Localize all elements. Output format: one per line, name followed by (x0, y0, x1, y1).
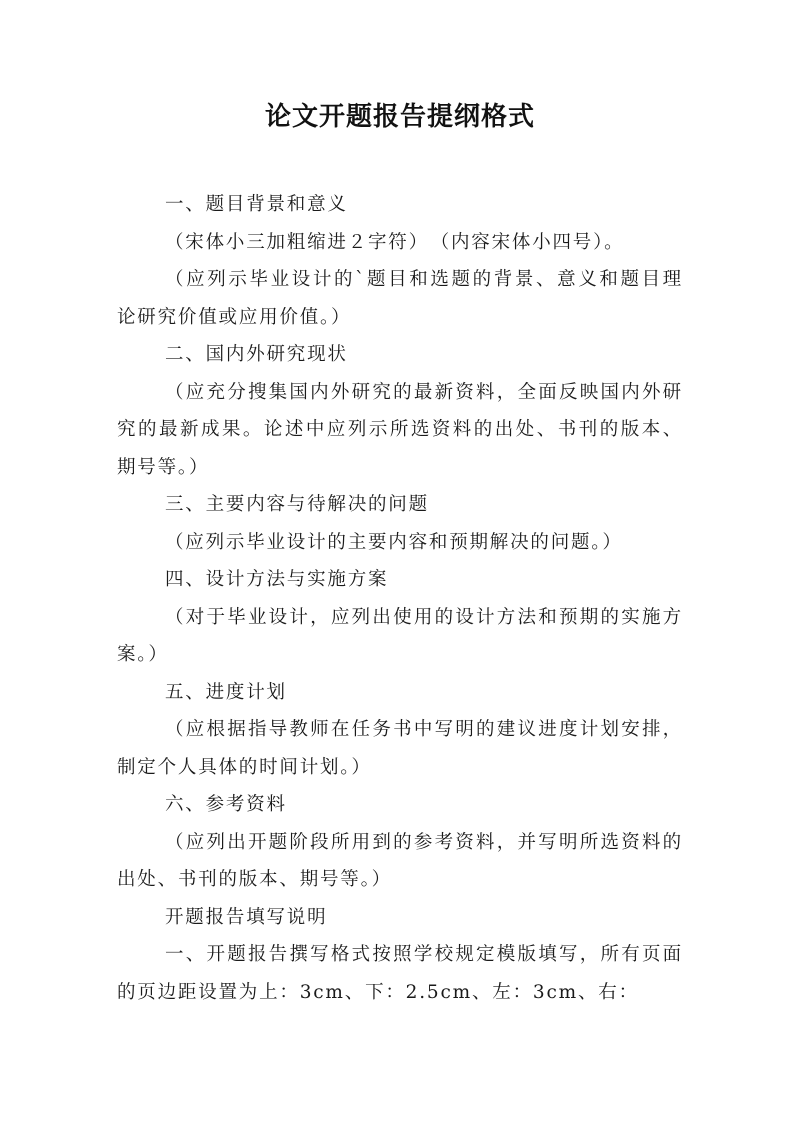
paragraph-instructions-item-1: 一、开题报告撰写格式按照学校规定模版填写，所有页面的页边距设置为上：3cm、下：2.5cm、左：3cm、右： (117, 944, 683, 1003)
section-heading-instructions: 开题报告填写说明 (165, 906, 328, 928)
paragraph-background-description: （应列示毕业设计的`题目和选题的背景、意义和题目理论研究价值或应用价值。） (117, 269, 683, 328)
section-heading-design-method: 四、设计方法与实施方案 (165, 569, 389, 590)
paragraph-references-description: （应列出开题阶段所用到的参考资料，并写明所选资料的出处、书刊的版本、期号等。） (117, 831, 683, 890)
section-heading-references: 六、参考资料 (165, 794, 287, 815)
paragraph-schedule-description: （应根据指导教师在任务书中写明的建议进度计划安排，制定个人具体的时间计划。） (117, 719, 683, 778)
document-title: 论文开题报告提纲格式 (264, 102, 535, 132)
paragraph-design-method-description: （对于毕业设计，应列出使用的设计方法和预期的实施方案。） (117, 606, 683, 665)
format-note: （宋体小三加粗缩进２字符） （内容宋体小四号）。 (165, 231, 625, 253)
paragraph-main-content-description: （应列示毕业设计的主要内容和预期解决的问题。） (165, 531, 623, 553)
section-heading-schedule: 五、进度计划 (165, 681, 287, 703)
document-body (117, 186, 683, 1011)
paragraph-research-status-description: （应充分搜集国内外研究的最新资料，全面反映国内外研究的最新成果。论述中应列示所选资料的出处、书刊的版本、期号等。） (117, 381, 683, 478)
section-heading-background: 一、题目背景和意义 (165, 194, 348, 215)
section-heading-research-status: 二、国内外研究现状 (165, 344, 348, 365)
section-heading-main-content: 三、主要内容与待解决的问题 (165, 494, 429, 515)
